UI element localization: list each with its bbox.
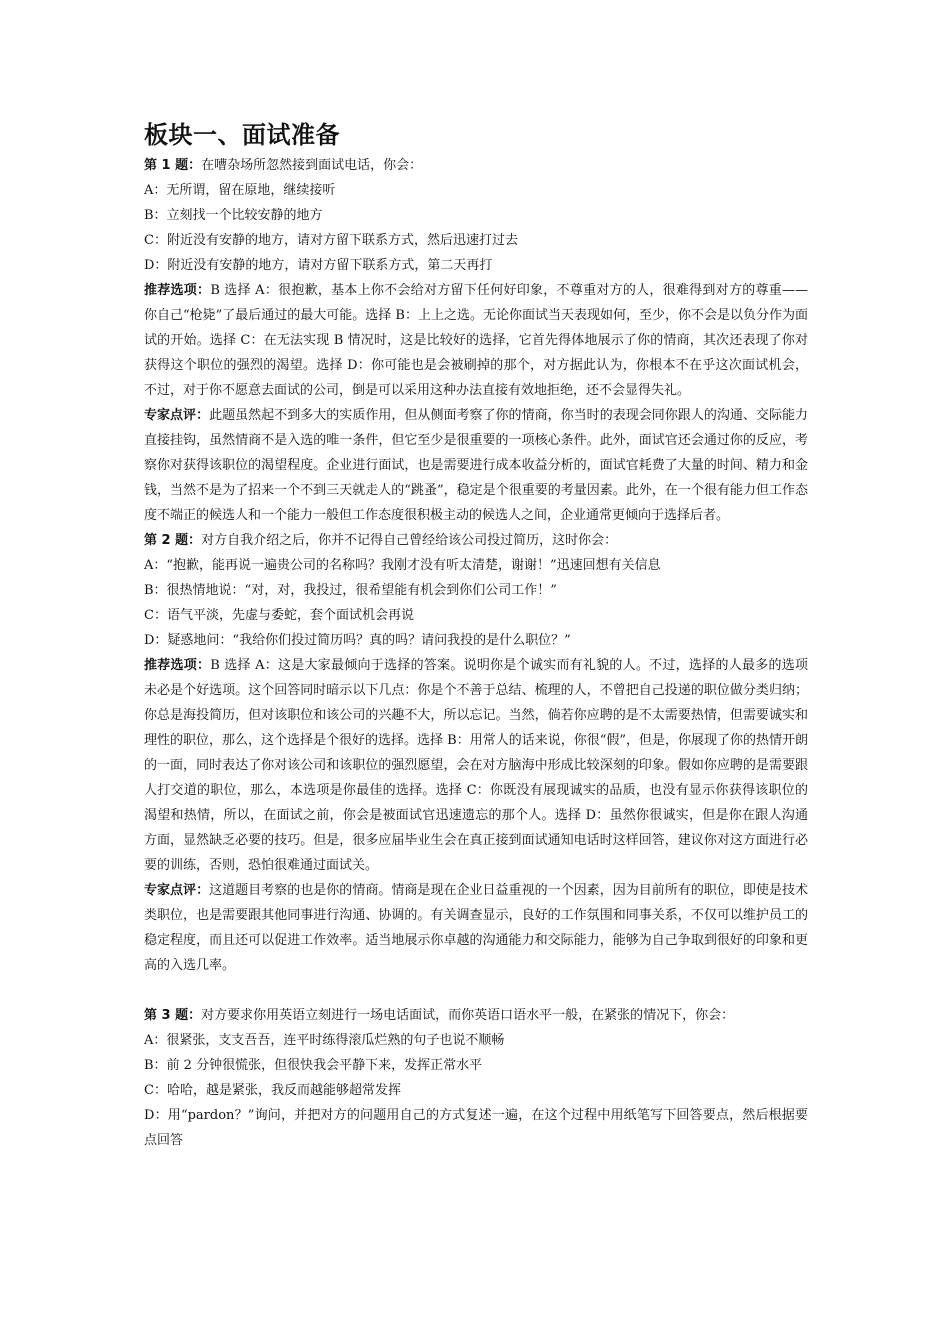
option-d: D：疑惑地问：“我给你们投过简历吗？真的吗？请问我投的是什么职位？” [144, 633, 571, 648]
expert-comment-label: 专家点评： [144, 408, 210, 423]
question-2 [144, 528, 808, 978]
expert-comment-text: 此题虽然起不到多大的实质作用，但从侧面考察了你的情商，你当时的表现会同你跟人的沟通、交际能力直接挂钩，虽然情商不是入选的唯一条件，但它至少是很重要的一项核心条件。此外，面试官还会通过你的反应，考察你对获得该职位的渴望程度。企业进行面试，也是需要进行成本收益分析的，面试官耗费了大量的时间、精力和金钱，当然不是为了招来一个不到三天就走人的“跳蚤”，稳定是个很重要的考量因素。此外，在一个很有能力但工作态度不端正的候选人和一个能力一般但工作态度很积极主动的候选人之间，企业通常更倾向于选择后者。 [144, 408, 808, 523]
question-label: 第 3 题： [144, 1008, 202, 1023]
option-a: A：“抱歉，能再说一遍贵公司的名称吗？我刚才没有听太清楚，谢谢！”迅速回想有关信息 [144, 558, 661, 573]
option-b: B：前 2 分钟很慌张，但很快我会平静下来，发挥正常水平 [144, 1058, 483, 1073]
option-a: A：很紧张，支支吾吾，连平时练得滚瓜烂熟的句子也说不顺畅 [144, 1033, 505, 1048]
option-d: D：用“pardon？”询问，并把对方的问题用自己的方式复述一遍，在这个过程中用纸笔写下回答要点，然后根据要点回答 [144, 1108, 808, 1148]
recommendation [144, 653, 808, 878]
question-stem [144, 528, 808, 553]
option-c: C：哈哈，越是紧张，我反而越能够超常发挥 [144, 1083, 401, 1098]
recommendation-text: B 选择 A：很抱歉，基本上你不会给对方留下任何好印象，不尊重对方的人，很难得到对方的尊重——你自己“枪毙”了最后通过的最大可能。选择 B：上上之选。无论你面试当天表现如何，至少，你不会是以负分作为面试的开始。选择 C：在无法实现 B 情况时，这是比较好的选择，它首先得体地展示了你的情商，其次还表现了你对获得这个职位的强烈的渴望。选择 D：你可能也是会被刷掉的那个，对方据此认为，你根本不在乎这次面试机会，不过，对于你不愿意去面试的公司，倒是可以采用这种办法直接有效地拒绝，还不会显得失礼。 [144, 283, 808, 398]
option-b: B：很热情地说：“对，对，我投过，很希望能有机会到你们公司工作！” [144, 583, 557, 598]
question-text: 对方要求你用英语立刻进行一场电话面试，而你英语口语水平一般，在紧张的情况下，你会： [201, 1008, 735, 1023]
question-text: 在嘈杂场所忽然接到面试电话，你会： [201, 158, 423, 173]
option-c: C：附近没有安静的地方，请对方留下联系方式，然后迅速打过去 [144, 233, 518, 248]
question-label: 第 1 题： [144, 158, 202, 173]
recommendation-text: B 选择 A：这是大家最倾向于选择的答案。说明你是个诚实而有礼貌的人。不过，选择的人最多的选项未必是个好选项。这个回答同时暗示以下几点：你是个不善于总结、梳理的人，不曾把自己投递的职位做分类归纳；你总是海投简历，但对该职位和该公司的兴趣不大，所以忘记。当然，倘若你应聘的是不太需要热情，但需要诚实和理性的职位，那么，这个选择是个很好的选择。选择 B：用常人的话来说，你很“假”，但是，你展现了你的热情开朗的一面，同时表达了你对该公司和该职位的强烈愿望，会在对方脑海中形成比较深刻的印象。假如你应聘的是需要跟人打交道的职位，那么，本选项是你最佳的选择。选择 C：你既没有展现诚实的品质，也没有显示你获得该职位的渴望和热情，所以，在面试之前，你会是被面试官迅速遗忘的那个人。选择 D：虽然你很诚实，但是你在跟人沟通方面，显然缺乏必要的技巧。但是，很多应届毕业生会在真正接到面试通知电话时这样回答，建议你对这方面进行必要的训练，否则，恐怕很难通过面试关。 [144, 658, 808, 873]
option-d: D：附近没有安静的地方，请对方留下联系方式，第二天再打 [144, 258, 493, 273]
recommendation [144, 278, 808, 403]
recommendation-label: 推荐选项： [144, 283, 211, 298]
recommendation-label: 推荐选项： [144, 658, 211, 673]
question-stem [144, 153, 808, 178]
blank-line [144, 978, 808, 1003]
expert-comment [144, 403, 808, 528]
question-text: 对方自我介绍之后，你并不记得自己曾经给该公司投过简历，这时你会： [201, 533, 618, 548]
expert-comment [144, 878, 808, 978]
question-3 [144, 1003, 808, 1153]
document-page [144, 118, 808, 1153]
section-title: 板块一、面试准备 [144, 121, 340, 149]
question-stem [144, 1003, 808, 1028]
expert-comment-text: 这道题目考察的也是你的情商。情商是现在企业日益重视的一个因素，因为目前所有的职位，即使是技术类职位，也是需要跟其他同事进行沟通、协调的。有关调查显示，良好的工作氛围和同事关系，不仅可以维护员工的稳定程度，而且还可以促进工作效率。适当地展示你卓越的沟通能力和交际能力，能够为自己争取到很好的印象和更高的入选几率。 [144, 883, 808, 973]
expert-comment-label: 专家点评： [144, 883, 210, 898]
option-b: B：立刻找一个比较安静的地方 [144, 208, 323, 223]
option-c: C：语气平淡，先虚与委蛇，套个面试机会再说 [144, 608, 414, 623]
question-1 [144, 153, 808, 528]
question-label: 第 2 题： [144, 533, 202, 548]
option-a: A：无所谓，留在原地，继续接听 [144, 183, 336, 198]
